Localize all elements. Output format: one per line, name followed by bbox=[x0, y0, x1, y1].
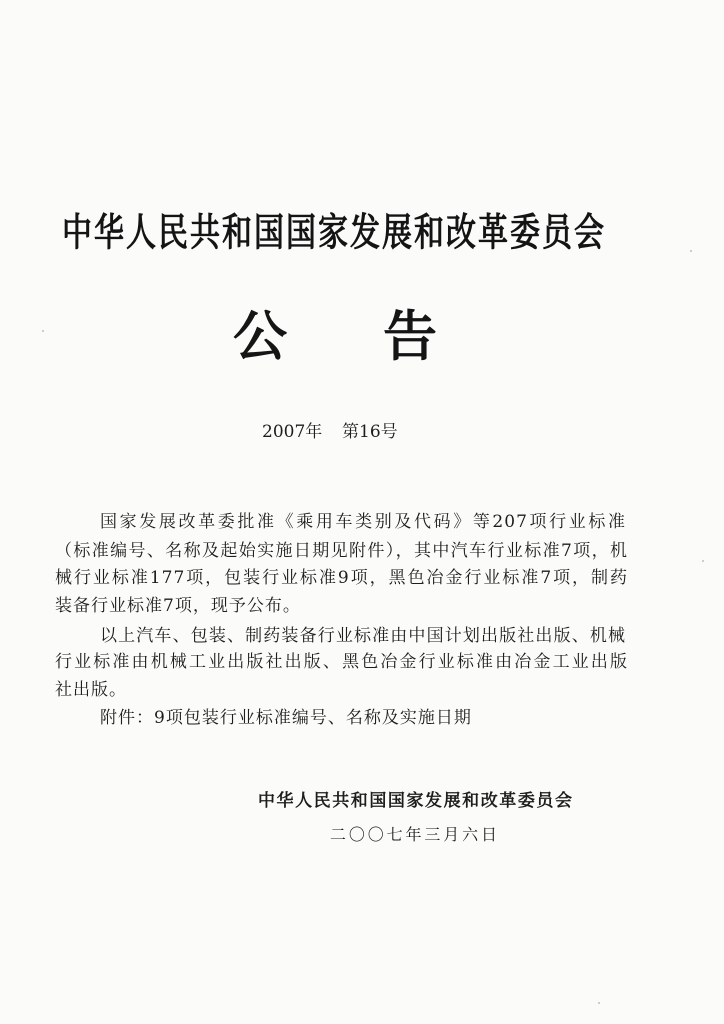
body-paragraph-1-line-2: （标准编号、名称及起始实施日期见附件），其中汽车行业标准7项，机 bbox=[55, 541, 628, 561]
scan-speck bbox=[702, 560, 704, 562]
body-paragraph-1-line-1: 国家发展改革委批准《乘用车类别及代码》等207项行业标准 bbox=[100, 512, 626, 532]
document-header-title: 中华人民共和国国家发展和改革委员会 bbox=[62, 210, 604, 256]
body-paragraph-2-line-1: 以上汽车、包装、制药装备行业标准由中国计划出版社出版、机械 bbox=[100, 626, 626, 646]
body-paragraph-1-line-4: 装备行业标准7项，现予公布。 bbox=[55, 596, 301, 616]
announcement-char-gao: 告 bbox=[383, 304, 437, 368]
scan-speck bbox=[690, 250, 692, 252]
scan-speck bbox=[42, 330, 44, 332]
body-paragraph-2-line-2: 行业标准由机械工业出版社出版、黑色冶金行业标准由冶金工业出版 bbox=[55, 652, 628, 672]
body-paragraph-1-line-3: 械行业标准177项，包装行业标准9项，黑色冶金行业标准7项，制药 bbox=[55, 568, 628, 588]
scan-speck bbox=[598, 1002, 600, 1004]
signature-organization: 中华人民共和国国家发展和改革委员会 bbox=[258, 791, 572, 811]
body-paragraph-2-line-3: 社出版。 bbox=[55, 680, 127, 700]
issue-number: 第16号 bbox=[342, 422, 398, 442]
signature-date: 二〇〇七年三月六日 bbox=[330, 825, 497, 844]
announcement-char-gong: 公 bbox=[233, 304, 287, 368]
attachment-note: 附件：9项包装行业标准编号、名称及实施日期 bbox=[100, 708, 472, 728]
issue-year: 2007年 bbox=[262, 422, 323, 442]
